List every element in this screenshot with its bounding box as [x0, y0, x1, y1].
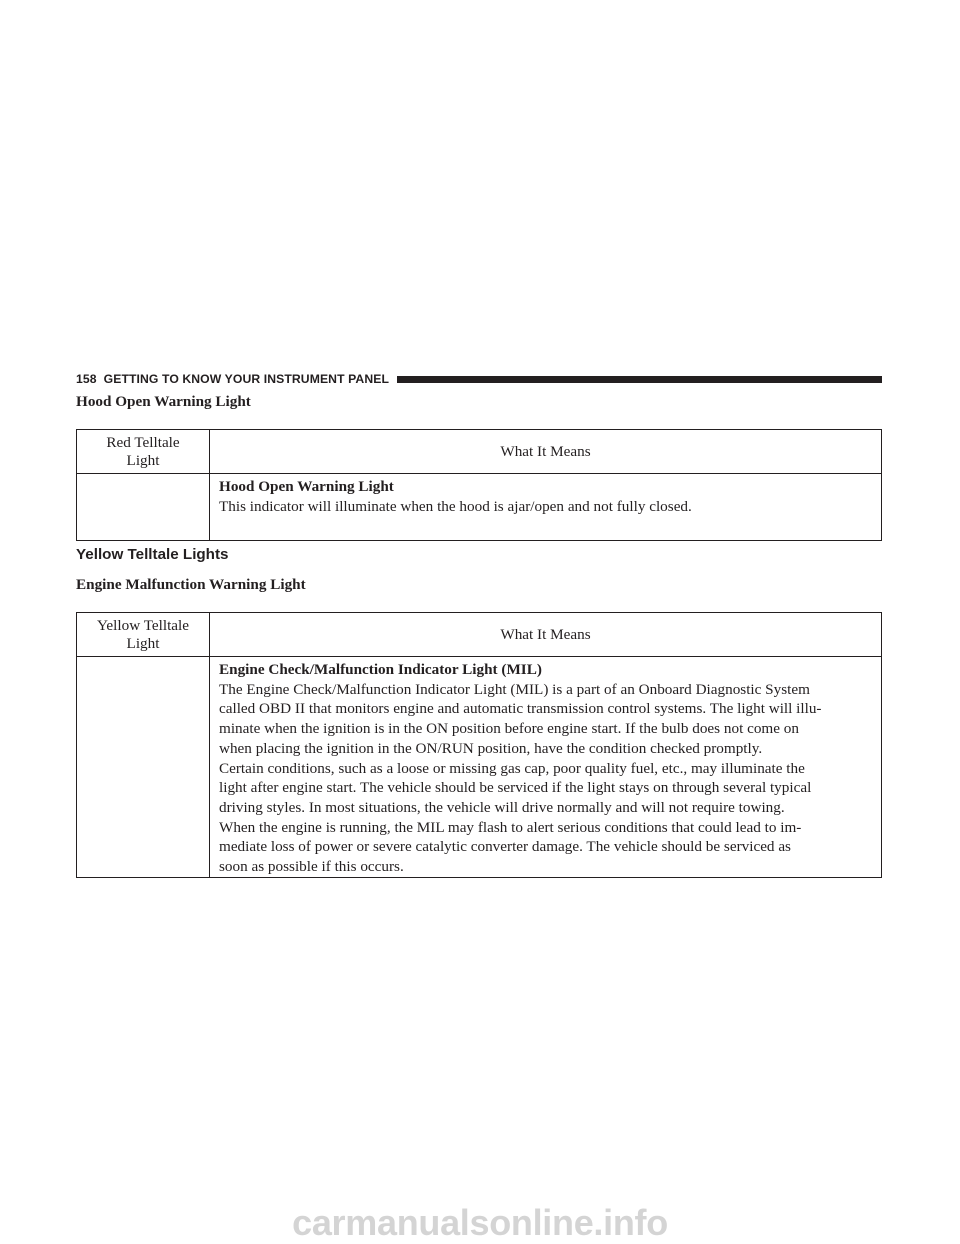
telltale-icon-cell	[77, 474, 210, 541]
description-line: mediate loss of power or severe catalytic converter damage. The vehicle should be serviced as	[219, 838, 791, 856]
page-number: 158	[76, 372, 97, 386]
col-header-line-2: Light	[126, 634, 160, 652]
yellow-telltale-heading: Yellow Telltale Lights	[76, 546, 229, 563]
col-header-telltale-light	[77, 613, 210, 657]
engine-telltale-table	[76, 612, 882, 878]
description-line: When the engine is running, the MIL may flash to alert serious conditions that could lead to im-	[219, 818, 802, 836]
watermark: carmanualsonline.info	[292, 1202, 668, 1243]
description-title: Hood Open Warning Light	[219, 478, 394, 495]
description-line: minate when the ignition is in the ON position before engine start. If the bulb does not come on	[219, 720, 799, 738]
table-row	[77, 474, 882, 541]
section-title: GETTING TO KNOW YOUR INSTRUMENT PANEL	[103, 372, 390, 386]
engine-malfunction-heading: Engine Malfunction Warning Light	[76, 576, 306, 593]
description-line: This indicator will illuminate when the hood is ajar/open and not fully closed.	[219, 497, 692, 515]
description-line: light after engine start. The vehicle should be serviced if the light stays on through several typical	[219, 779, 812, 797]
col-header-telltale-light	[77, 430, 210, 474]
col-header-line-1: Yellow Telltale	[96, 616, 190, 634]
table-header-row	[77, 613, 882, 657]
description-title: Engine Check/Malfunction Indicator Light (MIL)	[219, 661, 542, 678]
table-row	[77, 657, 882, 878]
page-header	[76, 371, 882, 387]
table-header-row	[77, 430, 882, 474]
col-header-what-it-means: What It Means	[210, 613, 882, 657]
description-line: Certain conditions, such as a loose or missing gas cap, poor quality fuel, etc., may illuminate the	[219, 759, 805, 777]
hood-telltale-table	[76, 429, 882, 541]
col-header-what-it-means: What It Means	[210, 430, 882, 474]
description-line: when placing the ignition in the ON/RUN position, have the condition checked promptly.	[219, 739, 763, 757]
telltale-icon-cell	[77, 657, 210, 878]
description-cell	[210, 474, 882, 541]
description-line: driving styles. In most situations, the vehicle will drive normally and will not require towing.	[219, 798, 785, 816]
description-cell	[210, 657, 882, 878]
header-rule	[397, 376, 882, 383]
hood-warning-heading: Hood Open Warning Light	[76, 393, 251, 410]
description-line: soon as possible if this occurs.	[219, 858, 404, 876]
description-line: called OBD II that monitors engine and automatic transmission control systems. The light will illu-	[219, 700, 822, 718]
col-header-line-1: Red Telltale	[106, 433, 180, 451]
description-line: The Engine Check/Malfunction Indicator Light (MIL) is a part of an Onboard Diagnostic System	[219, 680, 810, 698]
col-header-line-2: Light	[126, 451, 160, 469]
